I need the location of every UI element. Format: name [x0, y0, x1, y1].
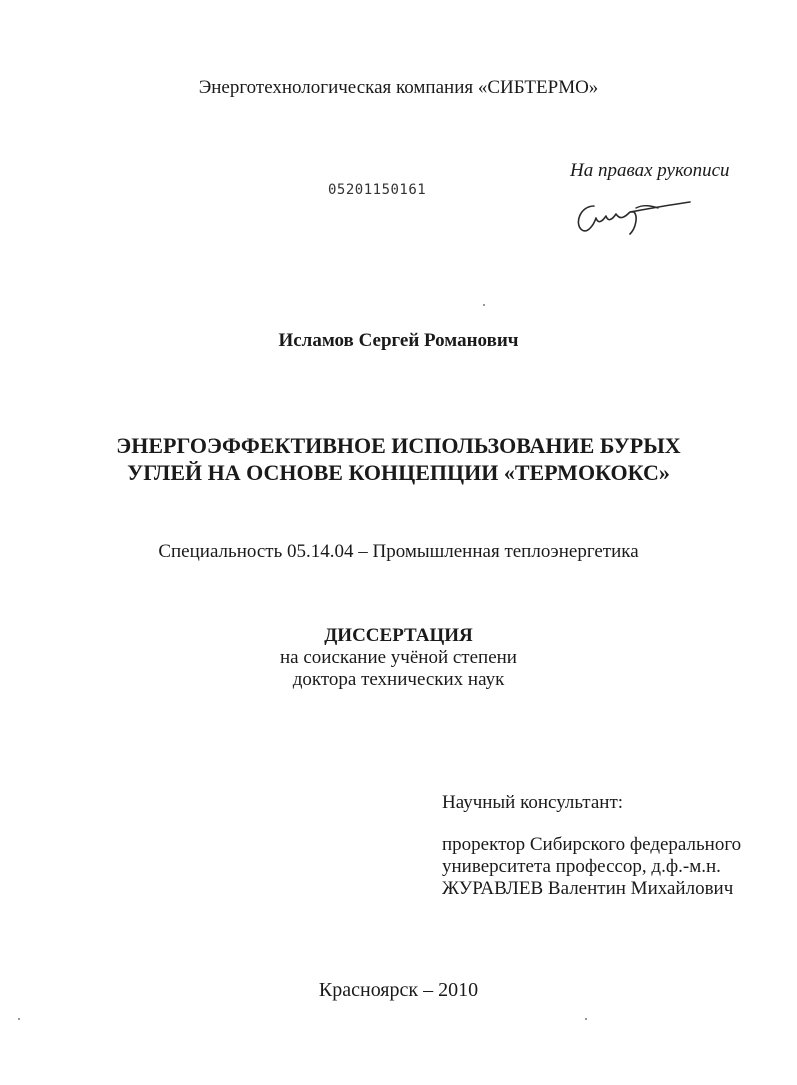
dissertation-title — [0, 432, 797, 486]
city-year: Красноярск – 2010 — [318, 979, 479, 1001]
consultant-degree: университета профессор, д.ф.-м.н. — [442, 856, 721, 877]
organization-name: Энерготехнологическая компания «СИБТЕРМО» — [198, 77, 599, 98]
title-line: УГЛЕЙ НА ОСНОВЕ КОНЦЕПЦИИ «ТЕРМОКОКС» — [127, 460, 670, 485]
scan-speck — [585, 1018, 587, 1020]
scan-speck — [18, 1018, 20, 1020]
author-name: Исламов Сергей Романович — [278, 330, 519, 351]
title-line: ЭНЕРГОЭФФЕКТИВНОЕ ИСПОЛЬЗОВАНИЕ БУРЫХ — [116, 433, 681, 458]
signature-mark — [572, 194, 694, 238]
specialty: Специальность 05.14.04 – Промышленная теплоэнергетика — [158, 541, 639, 562]
consultant-label: Научный консультант: — [442, 792, 624, 813]
work-type: ДИССЕРТАЦИЯ — [324, 625, 473, 646]
scan-speck — [483, 304, 485, 306]
degree-line: на соискание учёной степени — [280, 647, 517, 668]
consultant-name: ЖУРАВЛЕВ Валентин Михайлович — [442, 878, 734, 899]
consultant-position: проректор Сибирского федерального — [442, 834, 742, 855]
degree-line: доктора технических наук — [292, 669, 505, 690]
manuscript-note: На правах рукописи — [570, 160, 730, 181]
archive-number: 05201150161 — [328, 182, 427, 198]
